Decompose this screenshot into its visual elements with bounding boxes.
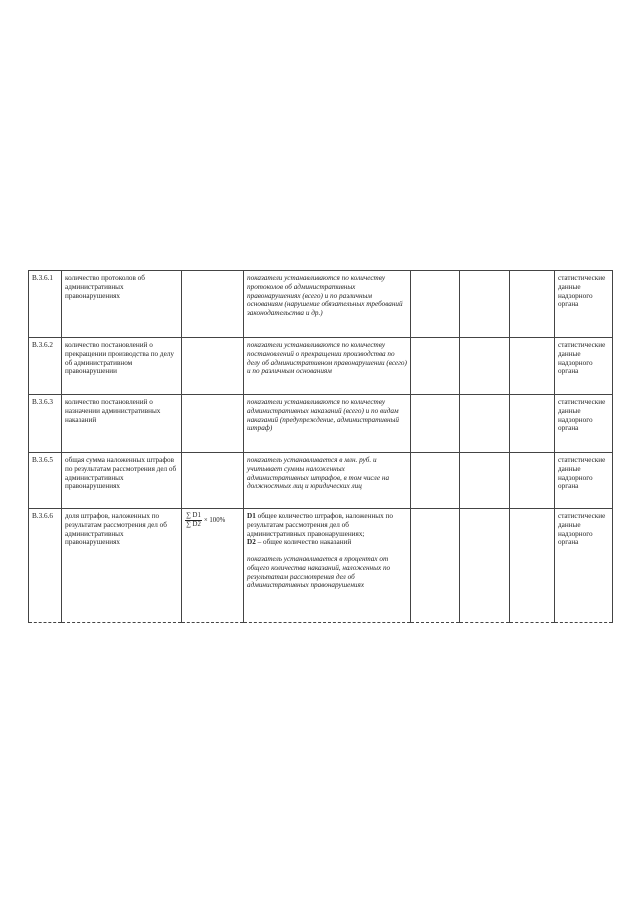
formula-cell <box>182 271 244 338</box>
formula-fraction <box>185 512 202 530</box>
table-row <box>29 453 613 509</box>
indicators-table <box>28 270 613 623</box>
empty-cell <box>411 453 460 509</box>
d1-definition <box>247 512 407 538</box>
formula-cell <box>182 338 244 395</box>
data-source: статистические данные надзорного органа <box>555 338 613 395</box>
data-source: статистические данные надзорного органа <box>555 271 613 338</box>
formula-cell <box>182 453 244 509</box>
indicator-code: B.3.6.2 <box>29 338 62 395</box>
table-row <box>29 395 613 453</box>
indicator-code: B.3.6.5 <box>29 453 62 509</box>
indicator-name: количество постановлений о назначении административных наказаний <box>62 395 182 453</box>
indicator-code: B.3.6.3 <box>29 395 62 453</box>
method-description: показатель устанавливается в млн. руб. и учитывает суммы наложенных административных штрафов, в том числе на должностных лиц и юридических лиц <box>244 453 411 509</box>
empty-cell <box>510 338 555 395</box>
table-row <box>29 271 613 338</box>
empty-cell <box>510 395 555 453</box>
data-source: статистические данные надзорного органа <box>555 509 613 623</box>
d1-text: общее количество штрафов, наложенных по результатам рассмотрения дел об административных правонарушениях; <box>247 512 393 538</box>
indicator-name: количество постановлений о прекращении производства по делу об административном правонарушении <box>62 338 182 395</box>
empty-cell <box>411 338 460 395</box>
method-description: показатели устанавливаются по количеству административных наказаний (всего) и по видам наказаний (предупреждение, административный штраф) <box>244 395 411 453</box>
formula-cell <box>182 509 244 623</box>
indicator-name: общая сумма наложенных штрафов по результатам рассмотрения дел об административных правонарушениях <box>62 453 182 509</box>
data-source: статистические данные надзорного органа <box>555 395 613 453</box>
formula-suffix: × 100% <box>203 516 226 524</box>
indicator-name: доля штрафов, наложенных по результатам рассмотрения дел об административных правонарушениях <box>62 509 182 623</box>
d2-definition <box>247 538 407 547</box>
empty-cell <box>460 509 510 623</box>
d1-label: D1 <box>247 512 256 520</box>
empty-cell <box>510 509 555 623</box>
empty-cell <box>460 271 510 338</box>
d2-label: D2 <box>247 538 256 547</box>
table-row <box>29 509 613 623</box>
d2-text: – общее количество наказаний <box>257 538 352 547</box>
indicator-name: количество протоколов об административных правонарушениях <box>62 271 182 338</box>
empty-cell <box>411 271 460 338</box>
empty-cell <box>460 395 510 453</box>
empty-cell <box>510 271 555 338</box>
empty-cell <box>460 453 510 509</box>
spacer <box>247 547 407 555</box>
formula-denominator: ∑ D2 <box>186 521 201 529</box>
indicator-code: B.3.6.1 <box>29 271 62 338</box>
empty-cell <box>411 509 460 623</box>
empty-cell <box>510 453 555 509</box>
method-description: показатели устанавливаются по количеству протоколов об административных правонарушениях (всего) и по различным основаниям (нарушение обязательных требований законодательства и др.) <box>244 271 411 338</box>
method-description <box>244 509 411 623</box>
formula-numerator: ∑ D1 <box>185 512 202 521</box>
data-source: статистические данные надзорного органа <box>555 453 613 509</box>
table-row <box>29 338 613 395</box>
method-note: показатель устанавливается в процентах от общего количества наказаний, наложенных по результатам рассмотрения дел об административных правонарушениях <box>247 555 391 590</box>
method-description: показатели устанавливаются по количеству постановлений о прекращении производства по делу об административном правонарушении (всего) и по различным основаниям <box>244 338 411 395</box>
empty-cell <box>460 338 510 395</box>
empty-cell <box>411 395 460 453</box>
indicator-code: B.3.6.6 <box>29 509 62 623</box>
formula-cell <box>182 395 244 453</box>
